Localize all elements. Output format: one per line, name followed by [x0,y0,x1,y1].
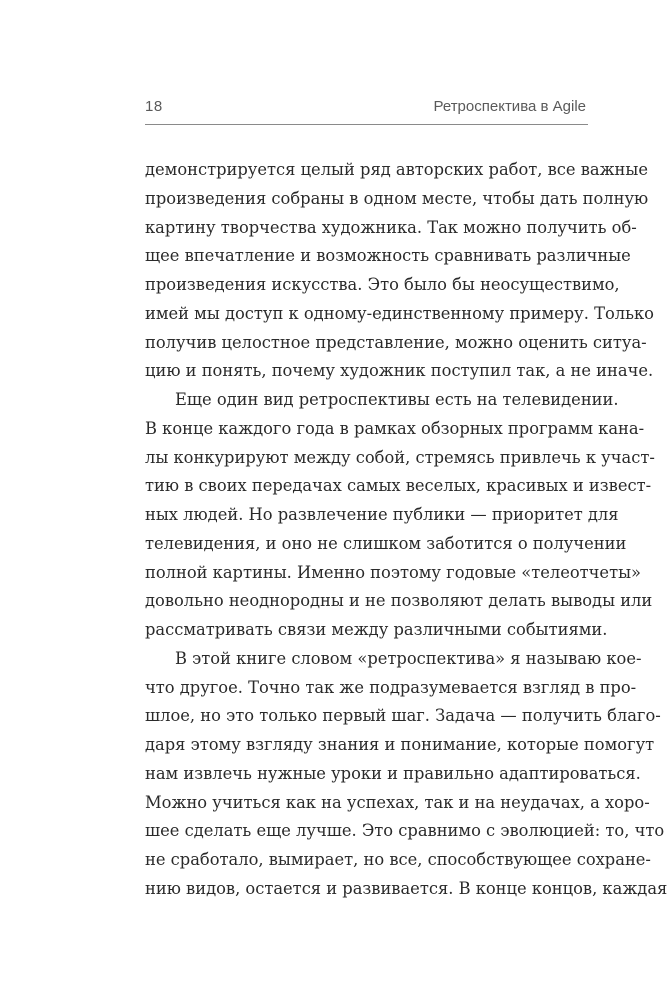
text-line: получив целостное представление, можно оценить ситуа- [145,332,647,352]
text-line: даря этому взгляду знания и понимание, которые помогут [145,735,655,754]
text-line: Можно учиться как на успехах, так и на неудачах, а хоро- [145,792,650,812]
paragraph-start-line: Еще один вид ретроспективы есть на телевидении. [175,390,619,409]
page-number: 18 [145,98,163,115]
text-line: телевидения, и оно не слишком заботится о получении [145,533,627,553]
text-line: имей мы доступ к одному-единственному примеру. Только [145,303,654,323]
body-text [145,156,668,904]
text-line: картину творчества художника. Так можно получить об- [145,217,637,237]
text-line: шлое, но это только первый шаг. Задача — получить благо- [145,706,661,726]
text-line: щее впечатление и возможность сравнивать различные [145,246,631,266]
text-line: рассматривать связи между различными событиями. [145,620,608,639]
text-line: произведения искусства. Это было бы неосуществимо, [145,275,620,294]
text-line: В конце каждого года в рамках обзорных программ кана- [145,418,645,438]
text-line: не сработало, вымирает, но все, способствующее сохране- [145,850,651,869]
text-line: произведения собраны в одном месте, чтобы дать полную [145,188,649,208]
text-line: лы конкурируют между собой, стремясь привлечь к участ- [145,447,655,467]
paragraph-start-line: В этой книге словом «ретроспектива» я называю кое- [175,648,642,668]
text-line: нию видов, остается и развивается. В конце концов, каждая [145,878,668,898]
text-line: довольно неоднородны и не позволяют делать выводы или [145,591,653,611]
text-line: нам извлечь нужные уроки и правильно адаптироваться. [145,763,641,783]
text-line: шее сделать еще лучше. Это сравнимо с эволюцией: то, что [145,821,665,841]
running-title: Ретроспектива в Agile [433,98,586,115]
text-line: что другое. Точно так же подразумевается взгляд в про- [145,677,637,697]
text-line: ных людей. Но развлечение публики — приоритет для [145,505,619,524]
text-line: демонстрируется целый ряд авторских работ, все важные [145,160,649,179]
text-line: тию в своих передачах самых веселых, красивых и извест- [145,476,652,496]
text-line: полной картины. Именно поэтому годовые «телеотчеты» [145,562,641,582]
running-header [145,98,588,125]
text-line: цию и понять, почему художник поступил так, а не иначе. [145,361,654,381]
